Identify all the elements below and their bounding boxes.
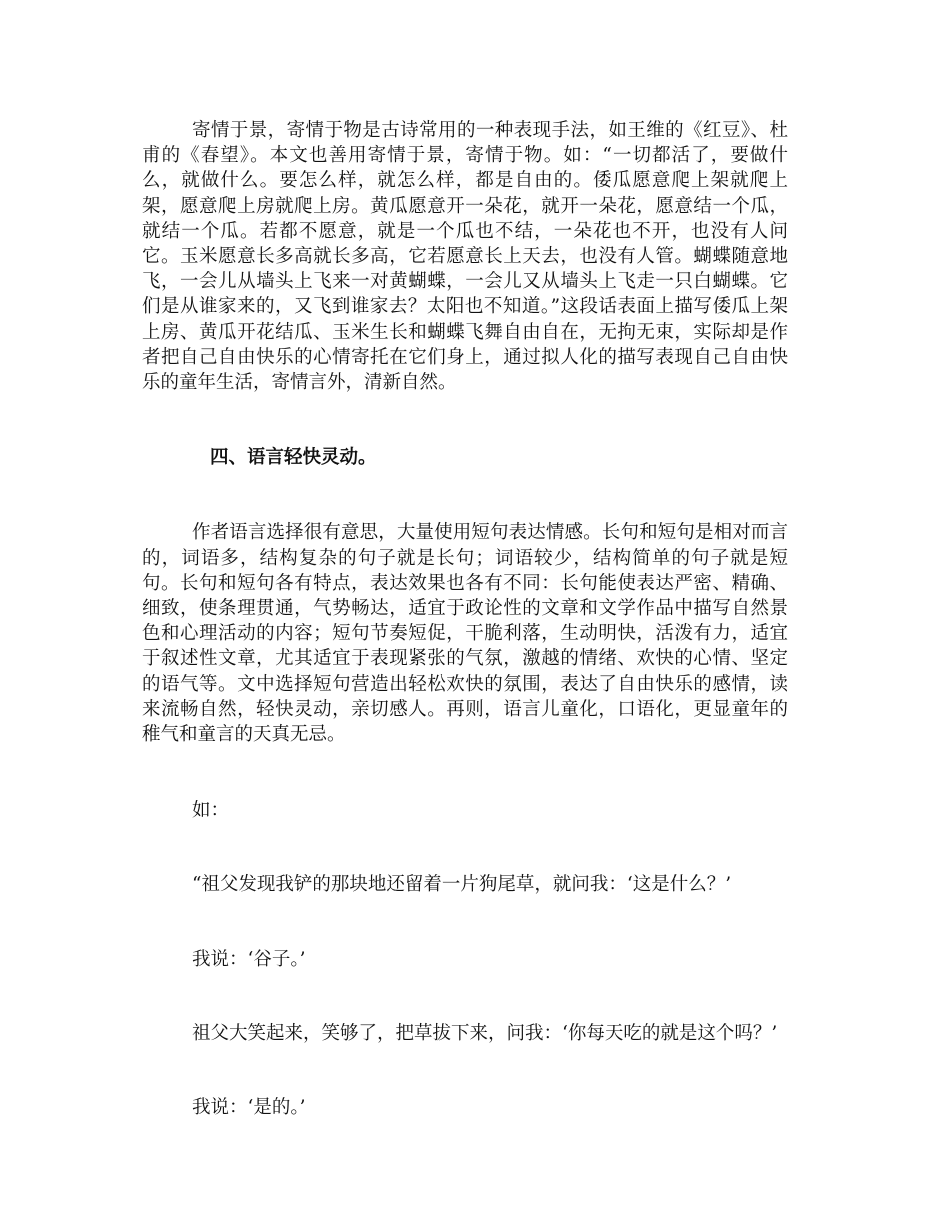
paragraph-dialogue-4: 我说：‘是的。’ (191, 1097, 306, 1119)
paragraph-dialogue-1: “祖父发现我铲的那块地还留着一片狗尾草，就问我：‘这是什么？’ (191, 874, 732, 896)
paragraph-emotion-in-scenery: 寄情于景，寄情于物是古诗常用的一种表现手法，如王维的《红豆》、杜甫的《春望》。本文也善用寄情于景，寄情于物。如：“一切都活了，要做什么，就做什么。要怎么样，就怎么样，都是自由的。倭瓜愿意爬上架就爬上架，愿意爬上房就爬上房。黄瓜愿意开一朵花，就开一朵花，愿意结一个瓜，就结一个瓜。若都不愿意，就是一个瓜也不结，一朵花也不开，也没有人问它。玉米愿意长多高就长多高，它若愿意长上天去，也没有人管。蝴蝶随意地飞，一会儿从墙头上飞来一对黄蝴蝶，一会儿又从墙头上飞走一只白蝴蝶。它们是从谁家来的，又飞到谁家去？太阳也不知道。”这段话表面上描写倭瓜上架上房、黄瓜开花结瓜、玉米生长和蝴蝶飞舞自由自在，无拘无束，实际却是作者把自己自由快乐的心情寄托在它们身上，通过拟人化的描写表现自己自由快乐的童年生活，寄情言外，清新自然。 (142, 120, 788, 394)
paragraph-example-intro: 如： (191, 800, 229, 822)
paragraph-dialogue-3: 祖父大笑起来，笑够了，把草拔下来，问我：‘你每天吃的就是这个吗？’ (191, 1022, 778, 1044)
document-page (142, 118, 788, 1120)
paragraph-short-sentences: 作者语言选择很有意思，大量使用短句表达情感。长句和短句是相对而言的，词语多，结构复杂的句子就是长句；词语较少，结构简单的句子就是短句。长句和短句各有特点，表达效果也各有不同：长句能使表达严密、精确、细致，使条理贯通，气势畅达，适宜于政论性的文章和文学作品中描写自然景色和心理活动的内容；短句节奏短促，干脆利落，生动明快，活泼有力，适宜于叙述性文章，尤其适宜于表现紧张的气氛，激越的情绪、欢快的心情、坚定的语气等。文中选择短句营造出轻松欢快的氛围，表达了自由快乐的感情，读来流畅自然，轻快灵动，亲切感人。再则，语言儿童化，口语化，更显童年的稚气和童言的天真无忌。 (142, 522, 788, 746)
paragraph-dialogue-2: 我说：‘谷子。’ (191, 948, 306, 970)
section-heading-language: 四、语言轻快灵动。 (210, 447, 377, 469)
